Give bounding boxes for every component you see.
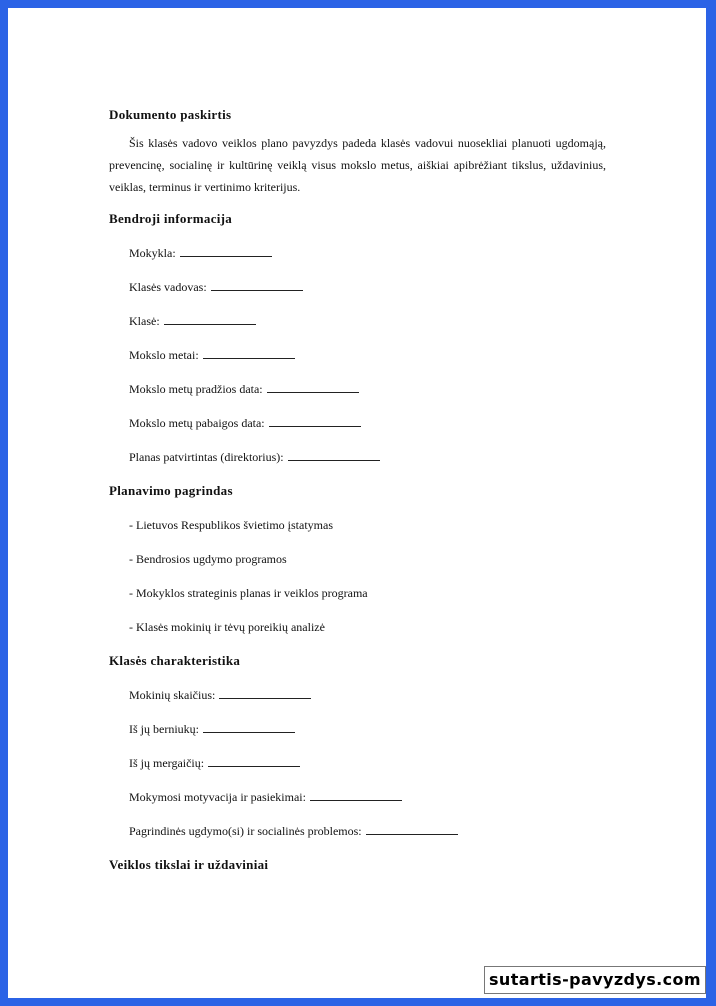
section-heading-purpose: Dokumento paskirtis <box>109 107 232 122</box>
blank-line <box>310 789 402 801</box>
list-item: - Lietuvos Respublikos švietimo įstatymas <box>129 518 333 532</box>
section-heading-characteristics: Klasės charakteristika <box>109 653 241 668</box>
section-heading-general: Bendroji informacija <box>109 211 233 226</box>
field-year-start: Mokslo metų pradžios data: <box>109 372 606 406</box>
blank-line <box>219 687 311 699</box>
section-heading-basis: Planavimo pagrindas <box>109 483 233 498</box>
field-school: Mokykla: <box>109 236 606 270</box>
blank-line <box>211 279 303 291</box>
blank-line <box>164 313 256 325</box>
field-motivation: Mokymosi motyvacija ir pasiekimai: <box>109 780 606 814</box>
list-item: - Bendrosios ugdymo programos <box>129 552 287 566</box>
field-problems: Pagrindinės ugdymo(si) ir socialinės problemos: <box>109 814 606 848</box>
document-content <box>109 98 606 882</box>
blank-line <box>203 721 295 733</box>
field-student-count: Mokinių skaičius: <box>109 678 606 712</box>
site-watermark: sutartis-pavyzdys.com <box>484 966 706 994</box>
blank-line <box>366 823 458 835</box>
field-class-teacher: Klasės vadovas: <box>109 270 606 304</box>
blank-line <box>267 381 359 393</box>
purpose-paragraph: Šis klasės vadovo veiklos plano pavyzdys padeda klasės vadovui nuosekliai planuoti ugdomąją, prevencinę, socialinę ir kultūrinę veiklą visus mokslo metus, aiškiai apibrėžiant tikslus, uždavinius, veiklas, terminus ir vertinimo kriterijus. <box>109 136 606 194</box>
blank-line <box>269 415 361 427</box>
field-school-year: Mokslo metai: <box>109 338 606 372</box>
field-class: Klasė: <box>109 304 606 338</box>
blank-line <box>180 245 272 257</box>
field-approved-by: Planas patvirtintas (direktorius): <box>109 440 606 474</box>
list-item: - Klasės mokinių ir tėvų poreikių analizė <box>129 620 325 634</box>
field-boys: Iš jų berniukų: <box>109 712 606 746</box>
field-year-end: Mokslo metų pabaigos data: <box>109 406 606 440</box>
blank-line <box>288 449 380 461</box>
blank-line <box>203 347 295 359</box>
list-item: - Mokyklos strateginis planas ir veiklos programa <box>129 586 368 600</box>
section-heading-goals: Veiklos tikslai ir uždaviniai <box>109 857 269 872</box>
document-page <box>8 8 706 998</box>
field-girls: Iš jų mergaičių: <box>109 746 606 780</box>
blank-line <box>208 755 300 767</box>
